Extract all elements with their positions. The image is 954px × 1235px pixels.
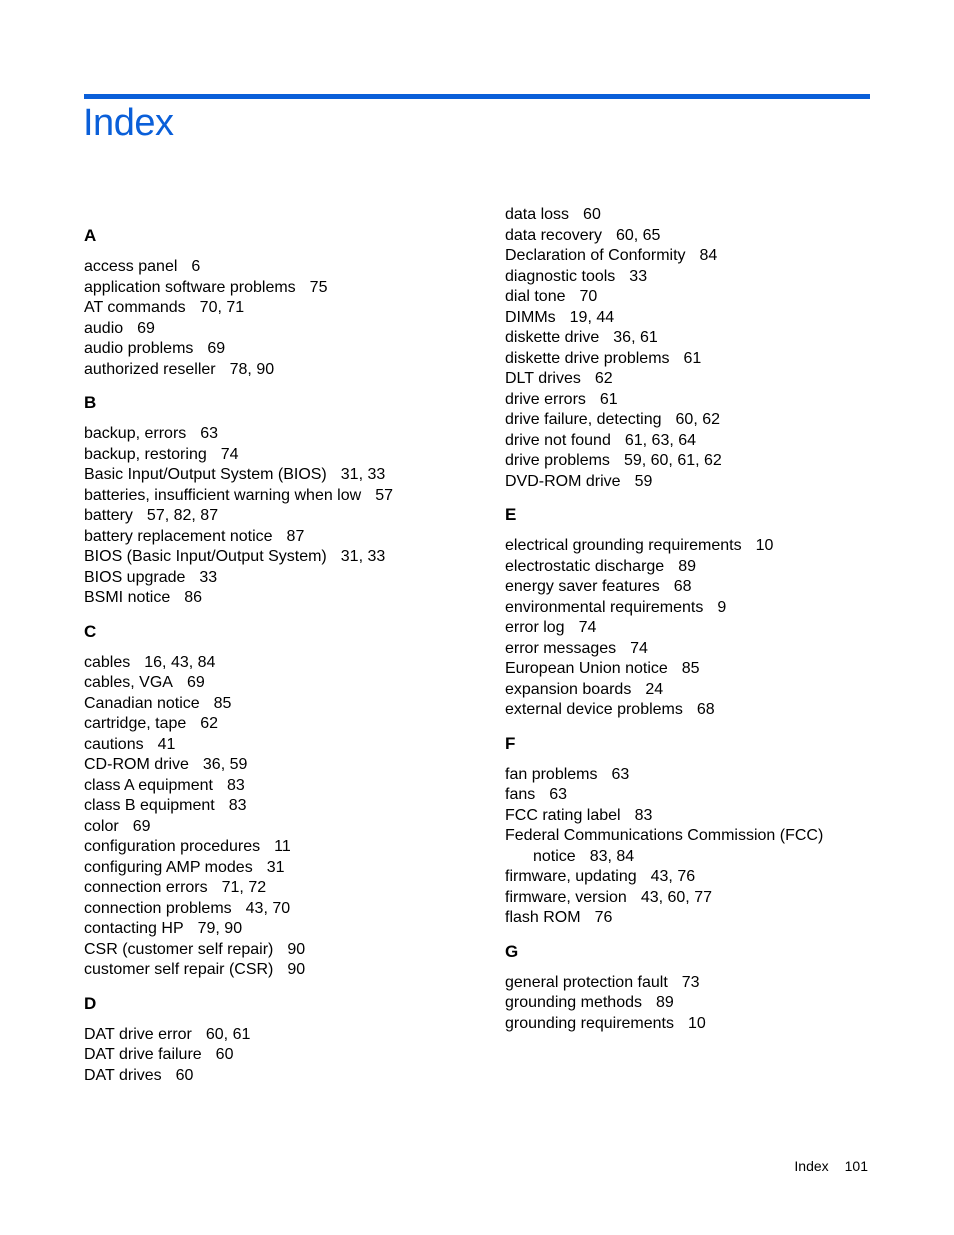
index-term: fans [505,786,536,803]
index-term: general protection fault [505,973,668,991]
index-term: class A equipment [84,776,213,794]
index-pages: 84 [699,247,718,264]
index-pages: 70 [579,288,598,305]
index-term: electrostatic discharge [505,557,665,575]
index-term: firmware, updating [505,868,637,885]
index-term: fan problems [505,765,598,783]
index-entry [84,360,484,381]
index-entry [84,527,484,548]
index-term: DAT drives [84,1066,162,1084]
index-pages: 83, 84 [589,847,635,865]
index-term: CSR (customer self repair) [84,940,274,958]
index-pages: 70, 71 [199,299,245,316]
index-pages: 63 [200,425,219,442]
index-entry [84,796,484,817]
index-section-d-continued [505,205,905,492]
index-term: data recovery [505,226,602,244]
index-term: firmware, version [505,888,627,906]
index-pages: 83 [226,776,245,794]
index-pages: 36, 59 [202,756,248,773]
index-term: DVD-ROM drive [505,472,621,490]
index-term: external device problems [505,701,683,718]
index-pages: 59 [634,472,653,490]
index-term: connection problems [84,899,232,917]
index-term: drive not found [505,431,611,449]
index-entry [505,785,905,806]
index-term: European Union notice [505,660,668,677]
index-pages: 43, 76 [650,868,696,885]
index-term: cautions [84,735,144,753]
index-entry [505,765,905,786]
index-term: DLT drives [505,370,581,387]
index-term: DAT drive failure [84,1046,202,1063]
index-entry [505,867,905,888]
index-pages: 61, 63, 64 [624,431,697,449]
index-letter-heading: A [84,226,97,245]
index-letter-heading: F [505,733,516,753]
footer-page-number: 101 [844,1158,868,1174]
index-pages: 73 [681,973,700,991]
index-term: drive errors [505,390,586,408]
index-entry [505,908,905,929]
index-pages: 83 [228,797,247,814]
index-pages: 31, 33 [340,548,386,565]
index-pages: 16, 43, 84 [144,653,216,671]
index-entry [84,319,484,340]
index-pages: 69 [132,817,151,835]
index-pages: 60, 65 [615,226,661,244]
index-entry [84,486,484,507]
index-term: electrical grounding requirements [505,537,742,554]
index-letter-heading: G [505,941,519,961]
index-pages: 76 [594,909,613,926]
index-entry [84,858,484,879]
index-pages: 83 [634,806,653,824]
index-entry [505,246,905,267]
index-pages: 31, 33 [340,466,386,483]
index-pages: 57 [375,486,393,504]
index-entry [84,755,484,776]
index-pages: 10 [688,1014,706,1032]
index-term: diskette drive [505,329,600,346]
index-pages: 33 [629,267,648,285]
index-term: AT commands [84,299,186,316]
index-entry [84,278,484,299]
index-pages: 75 [309,278,328,296]
index-pages: 85 [681,660,700,677]
index-entry [505,577,905,598]
footer-section: Index [794,1158,829,1174]
page-title: Index [83,102,174,144]
index-pages: 69 [137,319,155,337]
index-pages: 6 [191,258,201,275]
index-section-a [84,226,484,380]
index-pages: 61 [599,390,618,408]
index-entry [84,919,484,940]
index-entry [505,267,905,288]
index-pages: 63 [549,786,568,803]
index-entry [84,465,484,486]
index-entry [505,826,905,847]
index-term: diskette drive problems [505,349,670,367]
index-entry [84,776,484,797]
index-pages: 74 [578,619,597,636]
index-pages: 86 [184,589,203,606]
index-entry [505,431,905,452]
index-entry [505,680,905,701]
index-pages: 90 [287,940,306,958]
index-entry [84,424,484,445]
index-term: error messages [505,639,617,657]
index-entry [84,817,484,838]
index-term: configuration procedures [84,838,261,855]
index-entry [84,298,484,319]
index-entry [84,588,484,609]
index-entry [505,410,905,431]
index-term: cables, VGA [84,674,173,691]
index-entry [84,837,484,858]
index-term: grounding methods [505,994,642,1011]
index-pages: 71, 72 [221,879,267,896]
index-entry [84,653,484,674]
index-term: drive problems [505,452,610,469]
index-pages: 69 [186,674,205,691]
index-term: connection errors [84,879,208,896]
index-entry [84,568,484,589]
index-term: color [84,817,119,835]
index-term: notice [533,847,576,865]
index-term: Declaration of Conformity [505,247,686,264]
index-letter-heading: B [84,393,97,412]
index-letter-heading: C [84,621,97,641]
index-pages: 90 [287,961,306,978]
index-entry [505,536,905,557]
index-entry [84,735,484,756]
index-entry [84,445,484,466]
index-right-column [505,205,905,1047]
index-pages: 68 [673,578,692,595]
index-term: backup, errors [84,425,187,442]
index-pages: 79, 90 [197,920,243,937]
index-term: expansion boards [505,680,632,698]
index-entry [84,940,484,961]
index-entry [505,205,905,226]
index-pages: 60, 61 [205,1025,251,1043]
index-entry [505,847,905,868]
index-entry [84,1025,484,1046]
index-pages: 61 [683,349,702,367]
index-section-f [505,734,905,929]
index-term: environmental requirements [505,598,704,616]
index-entry [505,328,905,349]
index-term: diagnostic tools [505,267,616,285]
index-left-column [84,226,484,1099]
index-pages: 10 [755,537,774,554]
index-term: drive failure, detecting [505,411,662,428]
index-pages: 43, 70 [245,899,291,917]
index-term: configuring AMP modes [84,858,253,876]
index-term: DAT drive error [84,1025,192,1043]
index-pages: 43, 60, 77 [640,888,712,906]
index-term: FCC rating label [505,806,621,824]
index-term: DIMMs [505,308,556,326]
index-entry [505,993,905,1014]
index-pages: 74 [220,445,239,463]
index-term: access panel [84,258,178,275]
index-entry [505,226,905,247]
index-entry [84,506,484,527]
index-pages: 57, 82, 87 [146,507,219,524]
index-entry [84,694,484,715]
index-pages: 62 [200,715,219,732]
index-term: dial tone [505,288,566,305]
index-section-c [84,622,484,981]
index-term: contacting HP [84,920,184,937]
index-pages: 24 [645,680,664,698]
index-term: BIOS upgrade [84,568,186,586]
index-term: class B equipment [84,797,215,814]
index-term: application software problems [84,278,296,296]
index-entry [505,390,905,411]
index-entry [84,1066,484,1087]
index-term: backup, restoring [84,445,207,463]
index-entry [505,639,905,660]
index-pages: 60 [215,1046,234,1063]
index-entry [84,1045,484,1066]
index-pages: 89 [655,994,674,1011]
index-term: authorized reseller [84,360,216,378]
title-rule [84,94,870,99]
index-entry [505,659,905,680]
index-term: flash ROM [505,909,581,926]
index-entry [505,1014,905,1035]
index-pages: 60, 62 [675,411,721,428]
index-entry [84,714,484,735]
index-entry [505,451,905,472]
index-term: Canadian notice [84,694,200,712]
index-term: battery replacement notice [84,527,273,545]
index-pages: 33 [199,568,218,586]
index-term: CD-ROM drive [84,756,189,773]
index-pages: 63 [611,765,630,783]
index-entry [505,806,905,827]
index-pages: 31 [266,858,285,876]
index-entry [84,673,484,694]
index-entry [505,973,905,994]
index-pages: 74 [630,639,648,657]
index-term: Basic Input/Output System (BIOS) [84,466,327,483]
index-pages: 60 [583,206,601,223]
index-pages: 59, 60, 61, 62 [623,452,722,469]
index-entry [84,339,484,360]
index-term: customer self repair (CSR) [84,961,274,978]
index-term: cables [84,653,131,671]
index-pages: 62 [594,370,613,387]
page-footer [794,1158,868,1174]
index-entry [505,308,905,329]
index-entry [505,472,905,493]
index-pages: 78, 90 [229,360,275,378]
index-pages: 11 [274,838,291,855]
index-letter-heading: D [84,993,97,1013]
index-entry [84,878,484,899]
index-pages: 87 [286,527,305,545]
index-entry [84,899,484,920]
index-term: audio problems [84,340,194,357]
index-term: cartridge, tape [84,715,187,732]
index-entry [505,598,905,619]
index-term: batteries, insufficient warning when low [84,486,362,504]
index-section-g [505,942,905,1035]
index-section-b [84,393,484,609]
index-term: Federal Communications Commission (FCC) [505,827,824,844]
index-term: error log [505,619,565,636]
index-pages: 69 [207,340,226,357]
index-section-e [505,505,905,721]
index-entry [505,618,905,639]
index-entry [84,960,484,981]
index-pages: 19, 44 [569,308,615,326]
index-pages: 89 [678,557,696,575]
index-entry [505,287,905,308]
index-entry [505,557,905,578]
index-term: BSMI notice [84,589,171,606]
index-term: audio [84,319,124,337]
index-term: data loss [505,206,570,223]
index-term: energy saver features [505,578,660,595]
index-term: grounding requirements [505,1014,674,1032]
index-pages: 60 [175,1066,194,1084]
index-entry [505,888,905,909]
index-pages: 36, 61 [613,329,658,346]
index-pages: 68 [696,701,715,718]
index-term: battery [84,507,133,524]
index-pages: 9 [717,598,727,616]
index-entry [505,349,905,370]
index-letter-heading: E [505,505,517,524]
index-pages: 41 [157,735,176,753]
index-section-d [84,994,484,1087]
index-term: BIOS (Basic Input/Output System) [84,548,327,565]
index-entry [84,257,484,278]
index-pages: 85 [213,694,232,712]
index-entry [505,369,905,390]
index-entry [505,700,905,721]
index-entry [84,547,484,568]
